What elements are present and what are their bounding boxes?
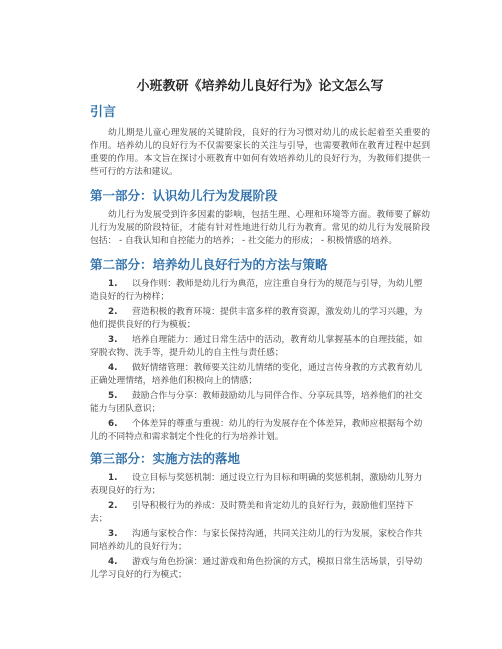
- list-item-number: 2.: [108, 501, 118, 511]
- part1-paragraph: 幼儿行为发展受到许多因素的影响，包括生理、心理和环境等方面。教师要了解幼儿行为发展的阶段特征，才能有针对性地进行幼儿行为教育。常见的幼儿行为发展阶段包括： - 自我认知和自控能力的培养； - 社交能力的形成； - 积极情感的培养。: [90, 210, 430, 246]
- list-item: [90, 500, 430, 526]
- part3-section: [90, 450, 430, 582]
- list-item-text: 做好情绪管理：教师要关注幼儿情绪的变化，通过言传身教的方式教育幼儿正确处理情绪，培养他们积极向上的情感；: [90, 363, 423, 386]
- list-item-number: 5.: [108, 391, 118, 401]
- list-item-text: 设立目标与奖惩机制：通过设立行为目标和明确的奖惩机制，激励幼儿努力表现良好的行为；: [90, 473, 423, 496]
- part2-heading: 第二部分：培养幼儿良好行为的方法与策略: [90, 257, 328, 272]
- list-item-number: 3.: [108, 335, 118, 345]
- list-item-number: 3.: [108, 529, 118, 539]
- list-item-number: 1.: [108, 473, 118, 483]
- list-item: [90, 418, 430, 444]
- list-item: [90, 278, 430, 304]
- list-item-number: 4.: [108, 557, 118, 567]
- part2-list: [90, 278, 430, 444]
- intro-section: [90, 104, 430, 179]
- part3-heading: 第三部分：实施方法的落地: [90, 451, 241, 466]
- part3-list: [90, 472, 430, 582]
- list-item-text: 沟通与家校合作：与家长保持沟通，共同关注幼儿的行为发展，家校合作共同培养幼儿的良好行为；: [90, 529, 423, 552]
- part2-section: [90, 256, 430, 444]
- list-item: [90, 390, 430, 416]
- list-item-text: 鼓励合作与分享：教师鼓励幼儿与同伴合作、分享玩具等，培养他们的社交能力与团队意识；: [90, 391, 423, 414]
- list-item-text: 游戏与角色扮演：通过游戏和角色扮演的方式，模拟日常生活场景，引导幼儿学习良好的行为模式；: [90, 557, 423, 580]
- list-item: [90, 528, 430, 554]
- list-item: [90, 334, 430, 360]
- list-item: [90, 362, 430, 388]
- part1-heading: 第一部分：认识幼儿行为发展阶段: [90, 188, 278, 203]
- list-item: [90, 306, 430, 332]
- intro-paragraph: 幼儿期是儿童心理发展的关键阶段，良好的行为习惯对幼儿的成长起着至关重要的作用。培养幼儿的良好行为不仅需要家长的关注与引导，也需要教师在教育过程中起到重要的作用。本文旨在探讨小班教育中如何有效培养幼儿的良好行为，为教师们提供一些可行的方法和建议。: [90, 128, 430, 177]
- part1-section: [90, 187, 430, 248]
- list-item-number: 2.: [108, 307, 118, 317]
- list-item-text: 以身作则：教师是幼儿行为典范，应注重自身行为的规范与引导，为幼儿塑造良好的行为榜样；: [90, 279, 423, 302]
- list-item: [90, 472, 430, 498]
- list-item: [90, 556, 430, 582]
- document-title: 小班教研《培养幼儿良好行为》论文怎么写: [136, 79, 384, 94]
- intro-heading: 引言: [90, 105, 117, 120]
- list-item-number: 6.: [108, 419, 118, 429]
- list-item-text: 培养自理能力：通过日常生活中的活动，教育幼儿掌握基本的自理技能，如穿脱衣物、洗手等，提升幼儿的自主性与责任感；: [90, 335, 423, 358]
- list-item-text: 引导积极行为的养成：及时赞美和肯定幼儿的良好行为，鼓励他们坚持下去；: [90, 501, 414, 524]
- list-item-number: 4.: [108, 363, 118, 373]
- list-item-number: 1.: [108, 279, 118, 289]
- list-item-text: 营造积极的教育环境：提供丰富多样的教育资源，激发幼儿的学习兴趣，为他们提供良好的行为模板；: [90, 307, 423, 330]
- list-item-text: 个体差异的尊重与重视：幼儿的行为发展存在个体差异，教师应根据每个幼儿的不同特点和需求制定个性化的行为培养计划。: [90, 419, 423, 442]
